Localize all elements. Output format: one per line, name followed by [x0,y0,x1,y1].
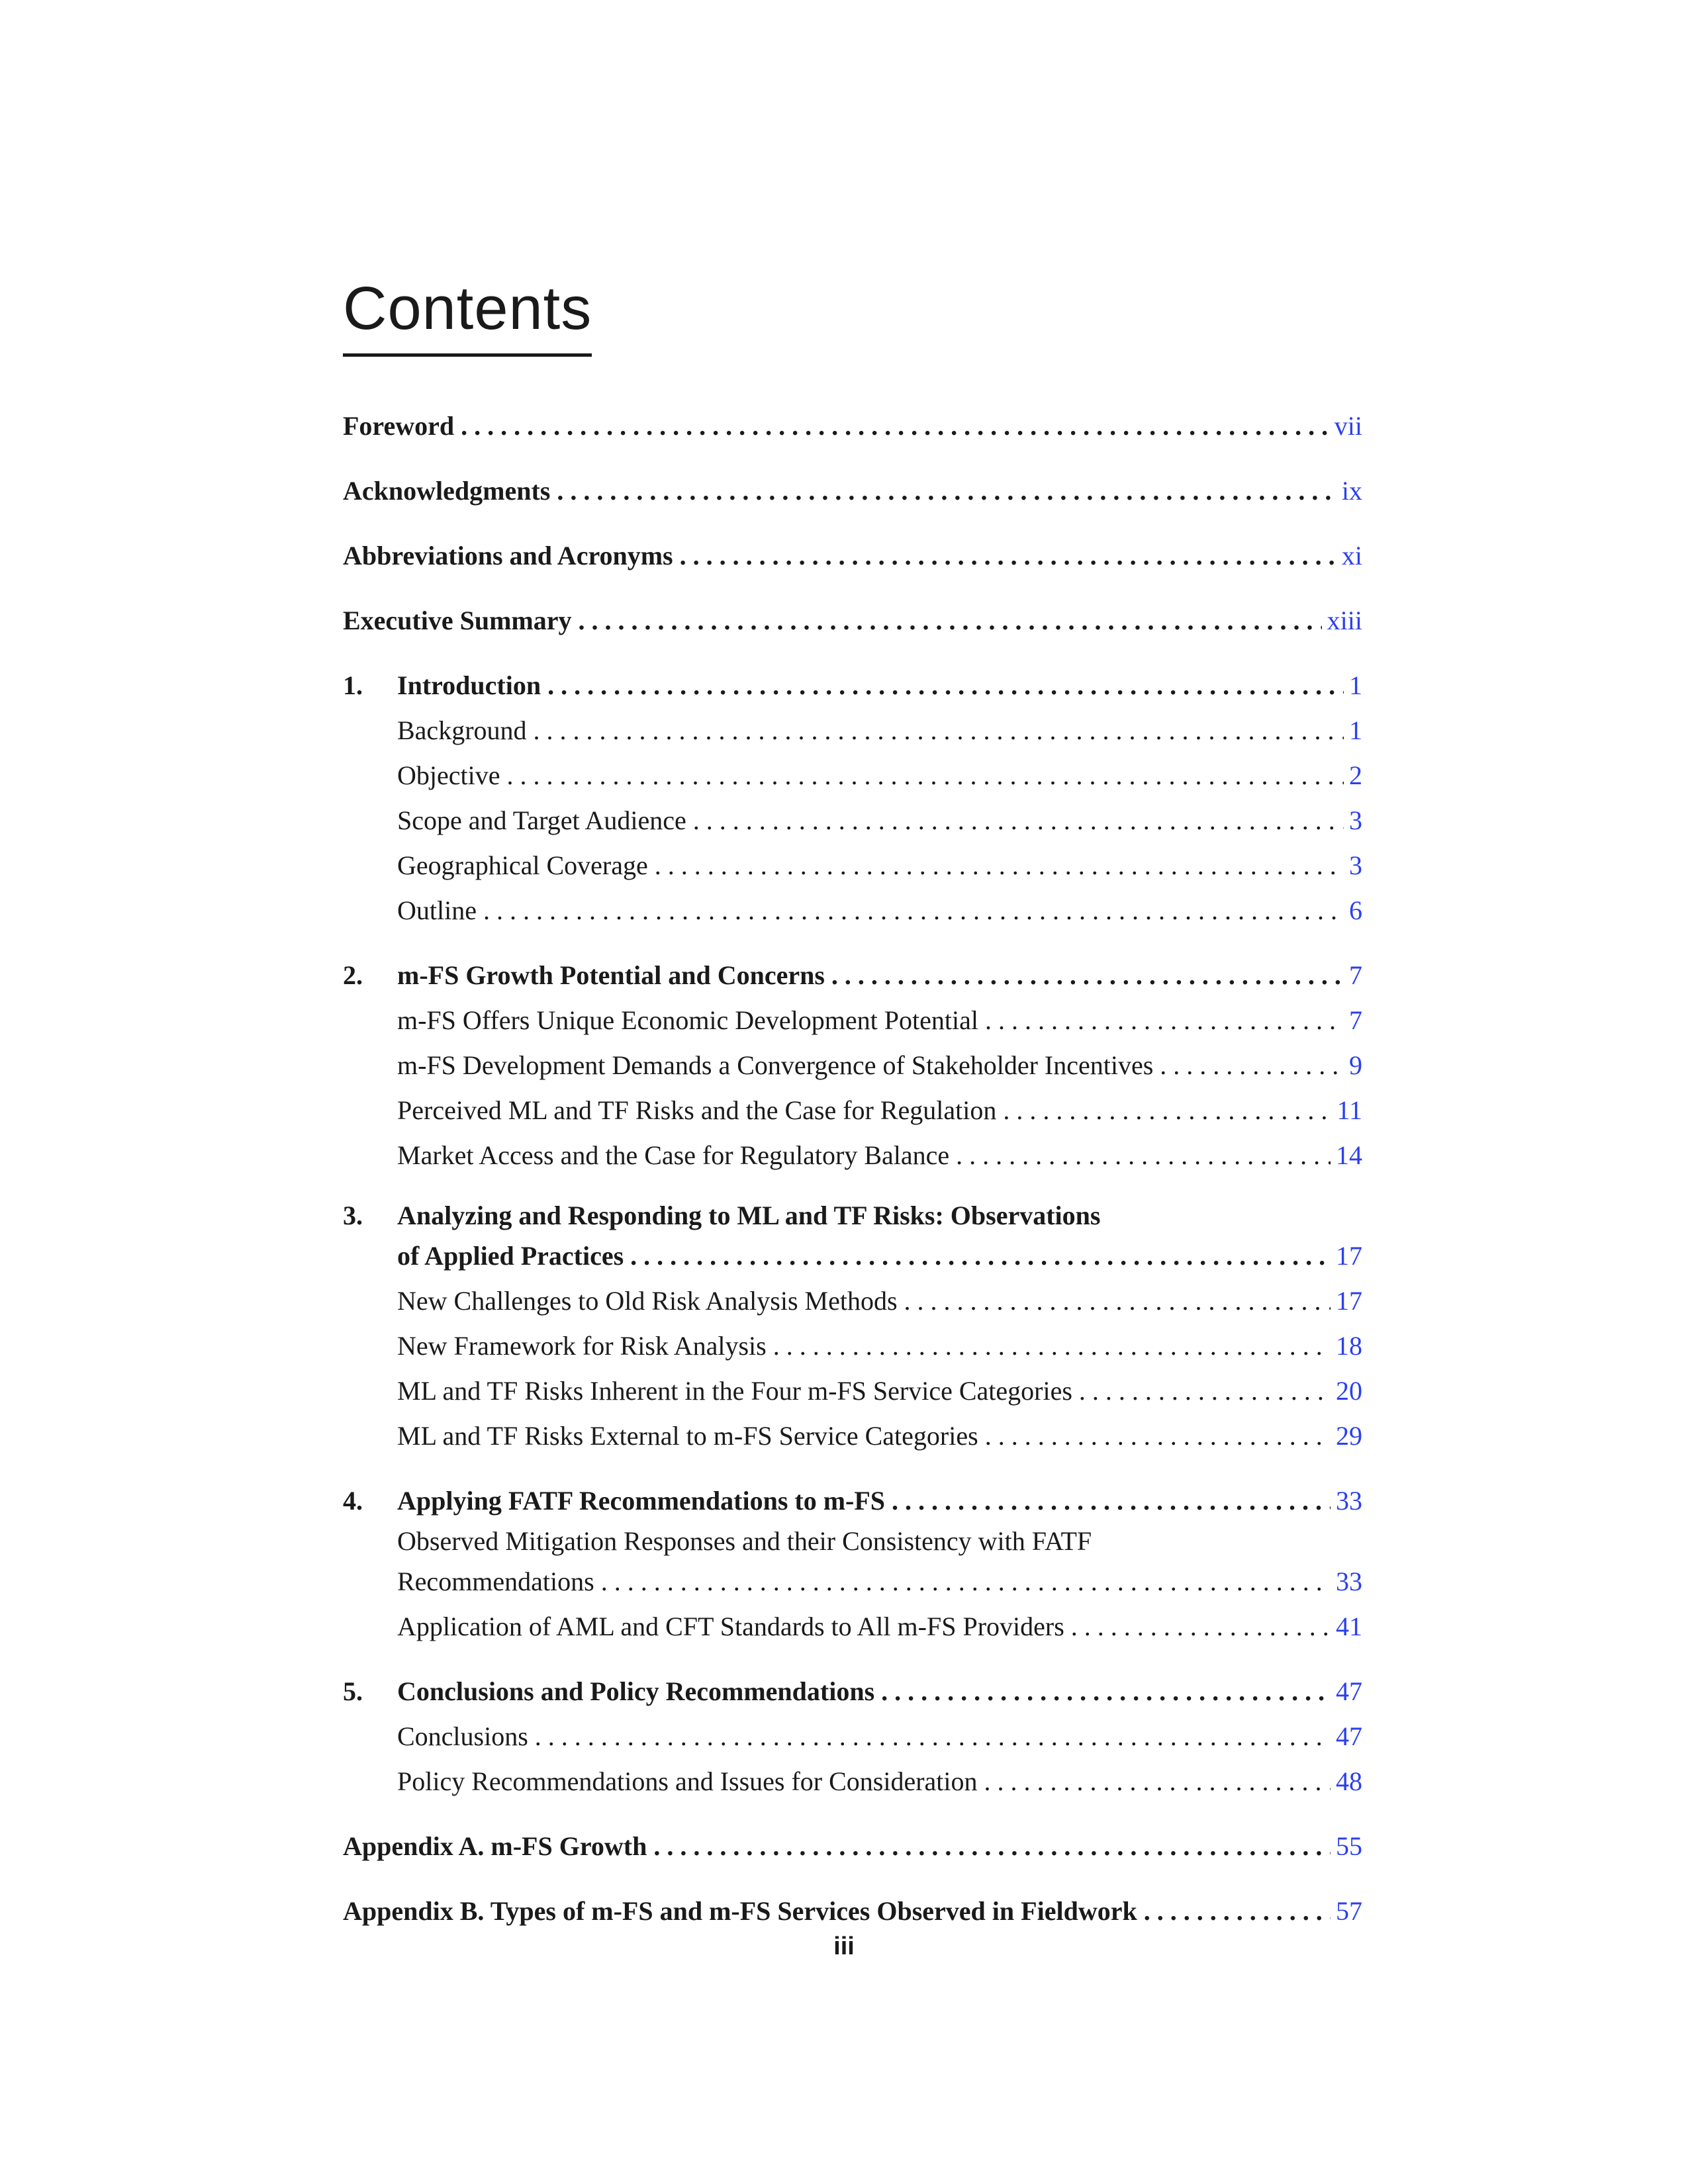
toc-page-link[interactable]: vii [1334,411,1362,441]
dot-leader [653,1824,1331,1869]
spacer [343,1459,1362,1479]
spacer [343,1178,1362,1198]
toc-entry-label: New Framework for Risk Analysis [397,1331,767,1361]
toc-page-link[interactable]: 3 [1349,805,1362,835]
toc-page-link[interactable]: xiii [1327,606,1362,635]
toc-page-link[interactable]: 57 [1336,1896,1362,1926]
toc-page-link[interactable]: 20 [1336,1376,1362,1406]
toc-chapter-5[interactable] [343,1669,1362,1714]
toc-section[interactable] [343,1414,1362,1459]
toc-entry-label: Background [397,715,527,745]
toc-page-link[interactable]: 33 [1336,1486,1362,1516]
chapter-number: 4. [343,1486,363,1516]
dot-leader [1144,1889,1331,1934]
toc-appendix-a[interactable] [343,1824,1362,1869]
dot-leader [534,708,1344,753]
toc-page-link[interactable]: 2 [1349,760,1362,790]
toc-entry-acknowledgments[interactable] [343,469,1362,514]
dot-leader [773,1324,1331,1369]
dot-leader [831,953,1344,998]
chapter-number: 3. [343,1201,363,1230]
chapter-number: 2. [343,960,363,990]
toc-page-link[interactable]: 55 [1336,1831,1362,1861]
dot-leader [579,598,1322,643]
toc-section[interactable] [343,1279,1362,1324]
page-title: Contents [343,278,592,357]
dot-leader [547,663,1344,708]
toc-entry-label: Applying FATF Recommendations to m-FS [397,1486,886,1516]
toc-entry-label: m-FS Growth Potential and Concerns [397,960,825,990]
toc-entry-label: Perceived ML and TF Risks and the Case for Regulation [397,1095,997,1125]
toc-entry-label: of Applied Practices [397,1241,624,1271]
toc-entry-abbreviations[interactable] [343,533,1362,578]
toc-entry-label: Abbreviations and Acronyms [343,541,673,570]
toc-section[interactable] [343,1714,1362,1759]
toc-section-line1[interactable] [343,1524,1362,1559]
toc-page-link[interactable]: 1 [1349,715,1362,745]
dot-leader [655,843,1344,888]
dot-leader [956,1133,1331,1178]
chapter-number: 1. [343,670,363,700]
chapter-number: 5. [343,1676,363,1706]
toc-entry-label: Appendix A. m-FS Growth [343,1831,647,1861]
toc-entry-label: Foreword [343,411,455,441]
toc-entry-label: Recommendations [397,1567,594,1596]
dot-leader [680,533,1336,578]
toc-entry-label: ML and TF Risks Inherent in the Four m-FS Service Categories [397,1376,1072,1406]
toc-entry-label: Policy Recommendations and Issues for Consideration [397,1766,978,1796]
toc-entry-label: m-FS Offers Unique Economic Development Potential [397,1005,978,1035]
dot-leader [557,469,1336,514]
toc-entry-label: Scope and Target Audience [397,805,686,835]
toc-page-link[interactable]: 47 [1336,1721,1362,1751]
toc-page-link[interactable]: 17 [1336,1241,1362,1271]
toc-appendix-b[interactable] [343,1889,1362,1934]
toc-section[interactable] [343,998,1362,1043]
toc-section[interactable] [343,798,1362,843]
toc-entry-label: Outline [397,895,477,925]
toc-page-link[interactable]: 17 [1336,1286,1362,1316]
toc-chapter-3-line1[interactable] [343,1198,1362,1234]
toc-entry-label: Objective [397,760,500,790]
toc-page-link[interactable]: 33 [1336,1567,1362,1596]
toc-entry-label: Conclusions [397,1721,528,1751]
toc-section[interactable] [343,1759,1362,1804]
dot-leader [985,1414,1331,1459]
dot-leader [630,1234,1331,1279]
dot-leader [904,1279,1331,1324]
toc-entry-label: Introduction [397,670,541,700]
toc-section[interactable] [343,708,1362,753]
dot-leader [984,1759,1331,1804]
toc-page-link[interactable]: 41 [1336,1612,1362,1641]
dot-leader [507,753,1344,798]
toc-page-link[interactable]: 11 [1336,1095,1362,1125]
spacer [343,1804,1362,1824]
toc-page-link[interactable]: 47 [1336,1676,1362,1706]
toc-page-link[interactable]: 29 [1336,1421,1362,1451]
dot-leader [535,1714,1331,1759]
toc-page-link[interactable]: ix [1341,476,1362,506]
dot-leader [1160,1043,1344,1088]
toc-chapter-3[interactable] [343,1234,1362,1279]
dot-leader [483,888,1344,933]
toc-page-link[interactable]: 14 [1336,1140,1362,1170]
toc-entry-label: Appendix B. Types of m-FS and m-FS Services Observed in Fieldwork [343,1896,1137,1926]
dot-leader [461,404,1329,449]
toc-section[interactable] [343,1369,1362,1414]
toc-entry-label: ML and TF Risks External to m-FS Service Categories [397,1421,978,1451]
page-number: iii [833,1933,855,1960]
toc-page-link[interactable]: 6 [1349,895,1362,925]
toc-section[interactable] [343,888,1362,933]
toc-page-link[interactable]: 3 [1349,850,1362,880]
dot-leader [1071,1604,1331,1649]
toc-chapter-2[interactable] [343,953,1362,998]
dot-leader [601,1559,1331,1604]
toc-entry-foreword[interactable] [343,404,1362,449]
table-of-contents [343,404,1362,1934]
toc-entry-label: Analyzing and Responding to ML and TF Risks: Observations [397,1201,1101,1230]
toc-page-link[interactable]: 7 [1349,1005,1362,1035]
toc-page-link[interactable]: 7 [1349,960,1362,990]
toc-chapter-4[interactable] [343,1479,1362,1524]
toc-page-link[interactable]: xi [1341,541,1362,570]
toc-section[interactable] [343,843,1362,888]
dot-leader [892,1479,1331,1524]
toc-entry-executive-summary[interactable] [343,598,1362,643]
spacer [343,933,1362,953]
toc-entry-label: Geographical Coverage [397,850,648,880]
toc-entry-label: New Challenges to Old Risk Analysis Methods [397,1286,898,1316]
toc-page-link[interactable]: 48 [1336,1766,1362,1796]
spacer [343,1649,1362,1669]
toc-entry-label: Executive Summary [343,606,572,635]
toc-page-link[interactable]: 1 [1349,670,1362,700]
toc-page-link[interactable]: 18 [1336,1331,1362,1361]
dot-leader [1079,1369,1331,1414]
toc-section[interactable] [343,1088,1362,1133]
toc-page-link[interactable]: 9 [1349,1050,1362,1080]
toc-section[interactable] [343,1559,1362,1604]
dot-leader [693,798,1344,843]
toc-entry-label: m-FS Development Demands a Convergence of Stakeholder Incentives [397,1050,1154,1080]
toc-section[interactable] [343,1133,1362,1178]
toc-entry-label: Observed Mitigation Responses and their Consistency with FATF [397,1526,1092,1556]
toc-entry-label: Market Access and the Case for Regulatory Balance [397,1140,950,1170]
toc-section[interactable] [343,1604,1362,1649]
dot-leader [985,998,1344,1043]
toc-section[interactable] [343,1043,1362,1088]
toc-entry-label: Application of AML and CFT Standards to All m-FS Providers [397,1612,1064,1641]
dot-leader [1003,1088,1331,1133]
dot-leader [881,1669,1331,1714]
toc-entry-label: Conclusions and Policy Recommendations [397,1676,875,1706]
toc-section[interactable] [343,1324,1362,1369]
toc-entry-label: Acknowledgments [343,476,551,506]
toc-section[interactable] [343,753,1362,798]
toc-chapter-1[interactable] [343,663,1362,708]
